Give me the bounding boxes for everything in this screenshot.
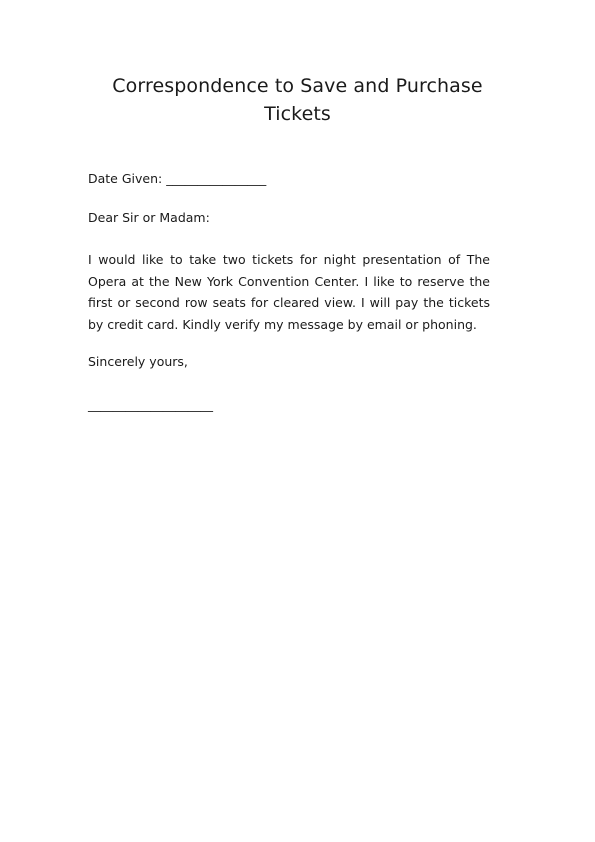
signature-line: ____________________ <box>88 397 213 412</box>
salutation: Dear Sir or Madam: <box>88 210 210 225</box>
title-line-1: Correspondence to Save and Purchase <box>112 75 483 97</box>
letter-body: I would like to take two tickets for night presentation of The Opera at the New York Convention Center. I like to reserve the first or second row seats for cleared view. I will pay the tickets by credit card. Kindly verify my message by email or phoning. <box>88 252 490 332</box>
date-given-line: Date Given: ________________ <box>88 171 267 186</box>
closing: Sincerely yours, <box>88 354 188 369</box>
letter-title <box>60 72 535 128</box>
title-line-2: Tickets <box>264 103 331 125</box>
